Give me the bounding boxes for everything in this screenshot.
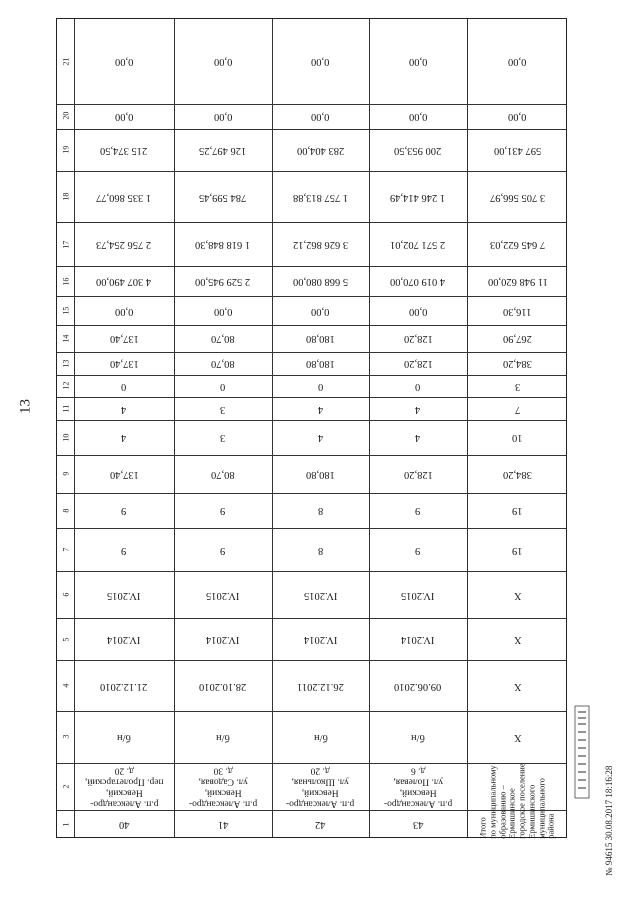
column-number-label: 18 [60,192,70,201]
row-cell-c5 [272,618,369,660]
row-cell-c9 [174,455,272,493]
total-cell-c10 [467,420,568,454]
total-cell-c16 [467,266,568,296]
cell-value: 9 [220,544,226,556]
row-cell-c20 [369,104,467,129]
row-cell-c5 [74,618,174,660]
cell-value: 0,00 [114,305,134,317]
row-cell-c19 [174,129,272,172]
cell-value: 784 599,45 [199,191,247,203]
column-number-2 [57,763,74,810]
cell-value: 9 [220,505,226,517]
total-cell-c19 [467,129,568,172]
cell-value: 0,00 [311,56,330,68]
cell-value: 1 335 860,77 [96,191,152,203]
column-number-20 [57,104,74,129]
column-number-label: 11 [60,404,70,413]
row-cell-c21 [369,19,467,104]
row-cell-c14 [174,325,272,352]
address-text: р.п. Александро- Невский, ул. Школьная, д. 20 [286,765,355,809]
cell-value: 0 [317,380,324,392]
column-number-label: 15 [60,306,70,315]
row-cell-address [369,763,467,810]
cell-value: 4 [317,432,324,444]
cell-value: X [513,731,522,743]
cell-value: 7 645 622,03 [489,239,546,251]
cell-value: 597 431,00 [493,144,542,156]
row-cell-c21 [74,19,174,104]
cell-value: 2 756 254,73 [96,239,152,251]
cell-value: 0,00 [114,111,134,123]
cell-value: 3 705 566,97 [489,191,546,203]
cell-value: 0,00 [408,305,428,317]
cell-value: 3 [220,432,226,444]
row-cell-c13 [74,352,174,375]
row-cell-c19 [369,129,467,172]
cell-value: 4 [121,432,127,444]
row-cell-c4 [74,660,174,711]
column-number-18 [57,171,74,222]
row-cell-c18 [74,171,174,222]
row-cell-c7 [74,528,174,571]
cell-value: 180,80 [306,468,335,480]
cell-value: 116,30 [503,305,532,317]
cell-value: 1 618 848,30 [195,239,251,251]
row-cell-c4 [369,660,467,711]
total-cell-c17 [467,222,568,266]
row-cell-c10 [174,420,272,454]
cell-value: 11 948 620,00 [487,276,548,288]
cell-value: IV.2015 [401,589,435,601]
row-cell-c5 [174,618,272,660]
cell-value: 0 [220,380,226,392]
row-cell-no [174,810,272,839]
total-label-cell [467,763,568,839]
row-cell-c4 [174,660,272,711]
cell-value: 5 668 080,00 [292,276,349,288]
row-cell-c13 [174,352,272,375]
total-cell-c5 [467,618,568,660]
row-cell-c14 [74,325,174,352]
row-cell-c8 [174,493,272,529]
row-cell-c10 [74,420,174,454]
row-cell-c17 [174,222,272,266]
cell-value: 0 [415,380,421,392]
total-cell-c21 [467,19,568,104]
column-number-15 [57,296,74,325]
row-cell-c6 [174,571,272,618]
row-cell-c10 [369,420,467,454]
cell-value: 128,20 [403,358,433,370]
row-cell-c9 [369,455,467,493]
column-number-5 [57,618,74,660]
total-cell-c15 [467,296,568,325]
row-cell-c15 [74,296,174,325]
column-number-label: 17 [60,240,70,249]
cell-value: 4 [121,403,127,415]
cell-value: 4 [415,432,421,444]
cell-value: 42 [315,819,326,831]
address-text: р.п. Александро- Невский, ул. Садовая, д. 30 [188,765,258,809]
row-cell-address [74,763,174,810]
column-number-label: 13 [60,359,70,368]
row-cell-c6 [369,571,467,618]
page-number: 13 [17,399,34,414]
cell-value: 9 [121,544,127,556]
cell-value: IV.2014 [206,634,240,646]
column-number-label: 9 [60,471,70,476]
row-cell-c9 [74,455,174,493]
row-cell-c11 [174,397,272,420]
column-number-11 [57,397,74,420]
column-number-12 [57,375,74,398]
cell-value: 200 953,50 [394,144,442,156]
cell-value: IV.2015 [303,589,338,601]
cell-value: 0,00 [114,56,134,68]
row-cell-c16 [74,266,174,296]
row-cell-c8 [272,493,369,529]
column-number-label: 21 [60,57,70,66]
cell-value: 0,00 [408,111,428,123]
column-number-label: 1 [60,822,70,827]
total-label: Итого по муниципальному образованию – Ермишинское городское поселение Ермишинского муниципального района [477,763,556,839]
row-cell-c17 [74,222,174,266]
row-cell-c19 [272,129,369,172]
column-number-label: 14 [60,334,70,343]
cell-value: 26.12.2011 [297,680,344,692]
cell-value: 0,00 [311,305,330,317]
column-number-16 [57,266,74,296]
row-cell-c15 [369,296,467,325]
total-cell-c13 [467,352,568,375]
cell-value: 40 [118,819,130,831]
row-cell-c7 [272,528,369,571]
total-cell-c12 [467,375,568,398]
row-cell-c12 [74,375,174,398]
cell-value: 0,00 [213,111,233,123]
column-number-1 [57,810,74,839]
cell-value: 2 571 702,01 [390,239,446,251]
column-number-17 [57,222,74,266]
cell-value: 1 757 813,88 [292,191,349,203]
row-cell-c21 [272,19,369,104]
cell-value: 19 [512,505,523,517]
column-number-label: 6 [60,592,70,597]
row-cell-c11 [272,397,369,420]
column-number-14 [57,325,74,352]
row-cell-no [272,810,369,839]
row-cell-c17 [369,222,467,266]
cell-value: 1 246 414,49 [390,191,446,203]
total-cell-c6 [467,571,568,618]
column-number-19 [57,129,74,172]
total-cell-c8 [467,493,568,529]
row-cell-c21 [174,19,272,104]
cell-value: 137,40 [109,358,139,370]
row-cell-c16 [174,266,272,296]
cell-value: 28.10.2010 [199,680,247,692]
cell-value: 80,70 [211,358,235,370]
cell-value: 128,20 [403,468,433,480]
total-cell-c18 [467,171,568,222]
column-number-label: 10 [60,433,70,442]
row-cell-address [174,763,272,810]
column-number-label: 4 [60,683,70,688]
row-cell-c12 [272,375,369,398]
cell-value: IV.2014 [107,634,141,646]
row-cell-c18 [272,171,369,222]
cell-value: 180,80 [306,358,335,370]
row-cell-c10 [272,420,369,454]
row-cell-c15 [272,296,369,325]
cell-value: X [513,634,522,646]
total-cell-c9 [467,455,568,493]
row-cell-address [272,763,369,810]
address-text: р.п. Александро- Невский, ул. Полевая, д. 6 [383,765,453,809]
cell-value: 8 [317,544,324,556]
column-number-label: 7 [60,547,70,552]
column-number-label: 20 [60,112,70,121]
total-cell-c20 [467,104,568,129]
cell-value: 3 [220,403,226,415]
total-cell-c14 [467,325,568,352]
row-cell-c3 [369,711,467,763]
column-number-label: 2 [60,784,70,789]
total-cell-c3 [467,711,568,763]
cell-value: 0,00 [213,56,233,68]
cell-value: 180,80 [306,333,335,345]
cell-value: 283 404,00 [296,144,345,156]
cell-value: 0,00 [213,305,233,317]
cell-value: 126 497,25 [199,144,247,156]
row-cell-no [74,810,174,839]
row-cell-c9 [272,455,369,493]
cell-value: 21.12.2010 [100,680,148,692]
row-cell-c14 [369,325,467,352]
cell-value: 4 019 070,00 [390,276,446,288]
row-cell-c6 [74,571,174,618]
row-cell-c12 [369,375,467,398]
row-cell-c3 [74,711,174,763]
total-cell-c11 [467,397,568,420]
rotated-data-table [56,18,567,838]
row-cell-c3 [174,711,272,763]
column-number-13 [57,352,74,375]
registration-stamp-text [572,700,622,876]
total-cell-c7 [467,528,568,571]
row-cell-c4 [272,660,369,711]
row-cell-c18 [174,171,272,222]
cell-value: 128,20 [403,333,433,345]
row-cell-c20 [174,104,272,129]
cell-value: 80,70 [211,333,235,345]
cell-value: 384,20 [503,358,532,370]
cell-value: 0,00 [311,111,330,123]
column-number-3 [57,711,74,763]
row-cell-c3 [272,711,369,763]
cell-value: 384,20 [503,468,532,480]
row-cell-c16 [369,266,467,296]
cell-value: 137,40 [109,468,139,480]
column-number-label: 5 [60,637,70,642]
row-cell-c20 [272,104,369,129]
column-number-label: 12 [60,381,70,390]
cell-value: X [513,589,522,601]
address-text: р.п. Александро- Невский, пер. Пролетарский, д. 20 [84,765,164,809]
cell-value: 0,00 [408,56,428,68]
cell-value: IV.2015 [107,589,141,601]
cell-value: 0 [121,380,127,392]
cell-value: 41 [217,819,229,831]
cell-value: б/н [216,731,230,743]
cell-value: 8 [317,505,324,517]
cell-value: 19 [512,544,523,556]
cell-value: 0,00 [508,111,527,123]
cell-value: б/н [313,731,328,743]
row-cell-c13 [369,352,467,375]
column-number-label: 3 [60,734,70,739]
total-cell-c4 [467,660,568,711]
column-number-8 [57,493,74,529]
cell-value: 0,00 [508,56,527,68]
cell-value: 7 [514,403,521,415]
row-cell-c19 [74,129,174,172]
row-cell-c13 [272,352,369,375]
cell-value: 9 [415,544,421,556]
column-number-4 [57,660,74,711]
row-cell-no [369,810,467,839]
cell-value: 9 [121,505,127,517]
column-number-9 [57,455,74,493]
cell-value: X [513,680,522,692]
cell-value: 137,40 [109,333,139,345]
cell-value: 2 529 945,00 [195,276,251,288]
column-number-label: 19 [60,145,70,154]
row-cell-c5 [369,618,467,660]
row-cell-c6 [272,571,369,618]
cell-value: 80,70 [211,468,235,480]
row-cell-c20 [74,104,174,129]
row-cell-c16 [272,266,369,296]
row-cell-c8 [74,493,174,529]
row-cell-c15 [174,296,272,325]
cell-value: IV.2014 [303,634,338,646]
row-cell-c7 [369,528,467,571]
row-cell-c12 [174,375,272,398]
column-number-21 [57,19,74,104]
row-cell-c18 [369,171,467,222]
column-number-10 [57,420,74,454]
column-number-7 [57,528,74,571]
row-cell-c11 [74,397,174,420]
row-cell-c14 [272,325,369,352]
cell-value: 3 [514,380,521,392]
row-cell-c11 [369,397,467,420]
cell-value: 09.06.2010 [394,680,442,692]
cell-value: б/н [117,731,131,743]
cell-value: б/н [411,731,425,743]
row-cell-c7 [174,528,272,571]
column-number-label: 16 [60,277,70,286]
cell-value: 9 [415,505,421,517]
stamp-text: № 94615 30.08.2017 18:16:28 [604,765,614,876]
cell-value: 267,90 [503,333,532,345]
cell-value: IV.2014 [401,634,435,646]
cell-value: 4 [415,403,421,415]
row-cell-c8 [369,493,467,529]
cell-value: 43 [412,819,424,831]
column-number-6 [57,571,74,618]
cell-value: 215 374,50 [100,144,148,156]
column-number-label: 8 [60,508,70,513]
cell-value: IV.2015 [206,589,240,601]
cell-value: 4 [317,403,324,415]
row-cell-c17 [272,222,369,266]
cell-value: 4 307 490,00 [96,276,152,288]
cell-value: 3 626 862,12 [292,239,349,251]
cell-value: 10 [512,432,523,444]
